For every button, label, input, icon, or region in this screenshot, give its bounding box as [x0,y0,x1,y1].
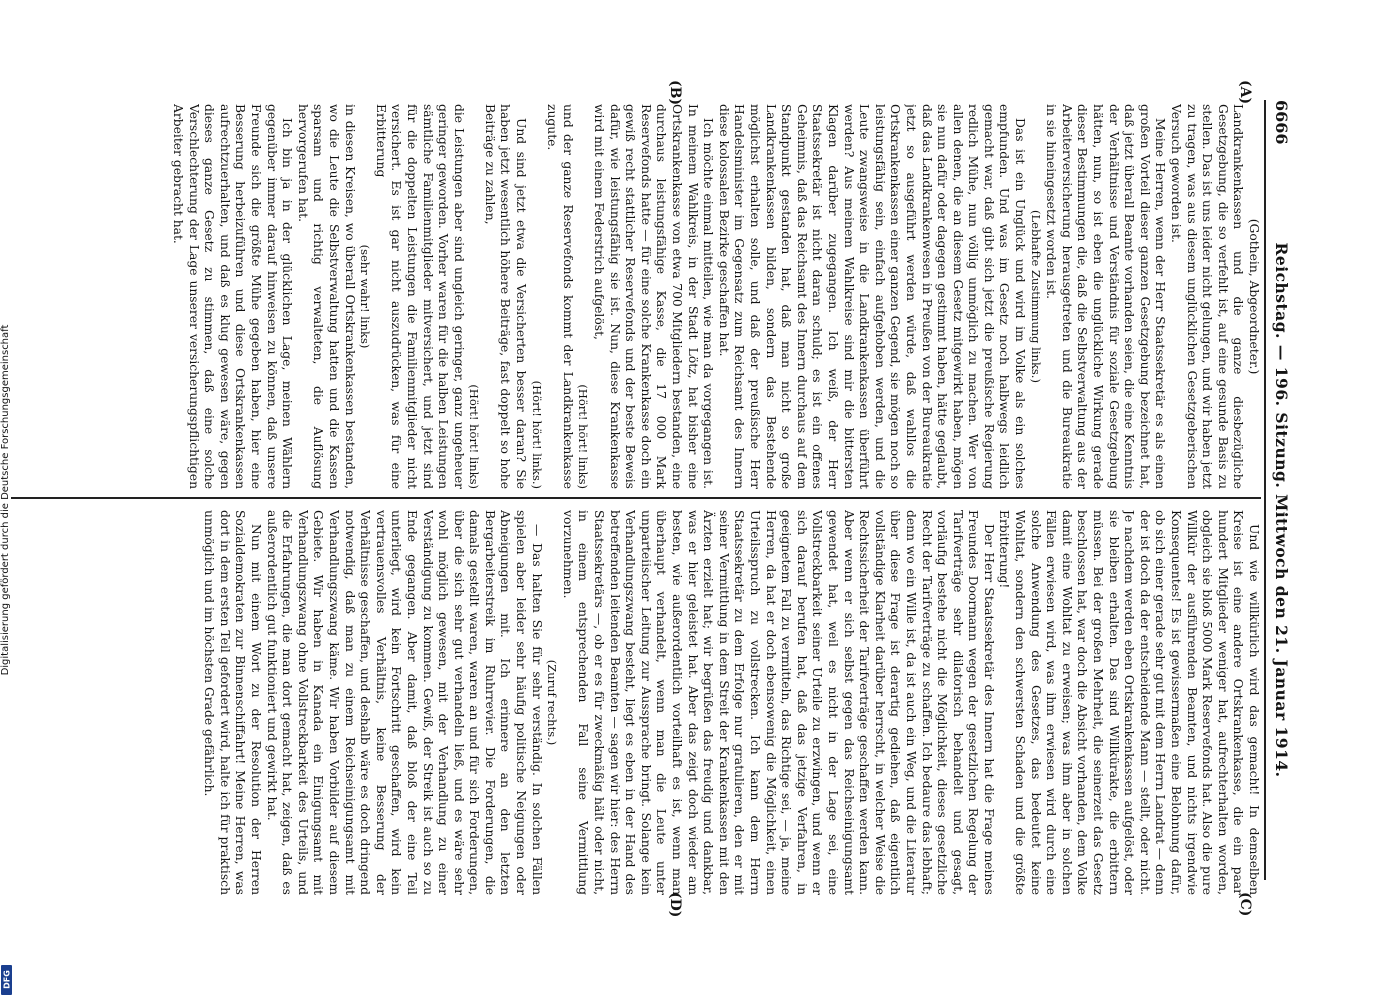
margin-marker-c: (C) [1237,892,1253,917]
paragraph: Und sind jetzt etwa die Versicherten besser daran? Sie haben jetzt wesentlich höhere Beiträge, fast doppelt so hohe Beiträge zu zahlen, [482,104,529,489]
paragraph: Landkrankenkassen und die ganze diesbezügliche Gesetzgebung, die so verfehlt ist, auf eine gesunde Basis zu stellen. Das ist uns leider nicht gelungen, und wir haben jetzt zu tragen, was aus diesem unglücklichen Gesetzgeberischen Versuch geworden ist. [1169,104,1246,489]
margin-marker-b: (B) [667,80,683,106]
paragraph: und der ganze Reservefonds kommt der Landkrankenkasse zugute. [545,104,575,489]
paragraph: — Das halten Sie für sehr verständig. In solchen Fällen spielen aber leider sehr häufig politische Neigungen oder Abneigungen mit. Ich erinnere an den letzten Bergarbeiterstreik im Ruhrrevier. Die Forderungen, die damals gestellt waren, waren an und für sich Forderungen, über die sich sehr gut verhandeln ließ, und es wäre sehr wohl möglich gewesen, mit der Verhandlung zu einer Verständigung zu kommen. Gewiß, der Streik ist auch so zu Ende gegangen. Aber damit, daß bloß der eine Teil unterliegt, wird kein Fortschritt geschaffen, wird kein vertrauensvolles Verhältnis, keine Besserung der Verhältnisse geschaffen, und deshalb wäre es doch dringend notwendig, daß man zu einem Reichseinigungsamt mit Verhandlungszwang käme. Wir haben Vorbilder auf diesem Gebiete. Wir haben in Kanada ein Einigungsamt mit Verhandlungszwang ohne Vollstreckbarkeit des Urteils, und die Erfahrungen, die man dort gemacht hat, zeigen, daß es außerordentlich gut funktioniert und gewirkt hat. [264,510,544,895]
interjection: (Hört! hört! links) [467,384,482,489]
paragraph: in diesen Kreisen, wo überall Ortskrankenkassen bestanden, wo die Leute die Selbstverwaltung hatten und die Kassen sparsam und richtig verwalteten, die Auflösung hervorgerufen hat. [295,104,357,489]
header-rule [1264,100,1266,880]
right-column [11,510,1261,895]
speaker-line: (Gothein, Abgeordneter.) [1247,218,1261,375]
paragraph: Das ist ein Unglück und wird im Volke als ein solches empfunden. Und was im Gesetz noch halbwegs leidlich gemacht war, daß gibt sich jetzt die preußische Regierung redlich Mühe, nun völlig unmöglich zu machen. Wer von allen denen, die an diesem Gesetz mitgewirkt haben, mögen sie nun dafür oder dagegen gestimmt haben, hätte geglaubt, daß das Landkrankenwesen in Preußen von der Bureaukratie jetzt so ausgeführt werden würde, daß wahllos die Ortskrankenkassen einer ganzen Gegend, sie mögen noch so leistungsfähig sein, einfach aufgehoben werden, und die Leute zwangsweise in die Landkrankenkassen überführt werden? Aus meinem Wahlkreise sind mir die bittersten Klagen darüber zugegangen. Ich weiß, der Herr Staatssekretär ist nicht daran schuld; es ist ein offenes Geheimnis, daß das Reichsamt des Innern durchaus auf dem Standpunkt gestanden hat, daß man nicht so große Landkrankenkassen bilden, sondern das Bestehende möglichst erhalten solle, und daß der preußische Herr Handelsminister im Gegensatz zum Reichsamt des Innern diese kolossalen Bezirke geschaffen hat. [716,104,1028,489]
column-rule [11,497,1261,499]
margin-marker-d: (D) [667,892,683,918]
interjection: (sehr wahr! links) [358,244,373,349]
page-header-title: Reichstag. — 196. Sitzung. Mittwoch den 21. Januar 1914. [1272,242,1292,778]
digitization-credit-text: Digitalisierung gefördert durch die Deutsche Forschungsgemeinschaft [0,324,11,676]
interjection: (Zuruf rechts.) [545,659,560,746]
interjection: (Lebhafte Zustimmung links.) [1028,210,1043,383]
paragraph: die Leistungen aber sind ungleich geringer, ganz ungeheuer geringer geworden. Vorher waren für die halben Leistungen sämtliche Familienmitglieder mitversichert, und jetzt sind für die doppelten Leistungen die Familienmitglieder nicht versichert. Es ist gar nicht auszudrücken, was für eine Erbitterung [373,104,466,489]
interjection: (Hört! hört! links.) [529,380,544,489]
paragraph: Ich bin ja in der glücklichen Lage, meinen Wählern gegenüber immer darauf hinweisen zu können, daß unsere Freunde sich die größte Mühe gegeben haben, hier eine Besserung herbeizuführen und diese Ortskrankenkassen aufrechtzuerhalten, und daß es klug gewesen wäre, gegen dieses ganze Gesetz zu stimmen, daß eine solche Verschlechterung der Lage unserer versicherungspflichtigen Arbeiter gebracht hat. [171,104,295,489]
paragraph: Nun mit einem Wort zu der Resolution der Herren Sozialdemokraten zur Binnenschiffahrt! Meine Herren, was dort in dem ersten Teil gefordert wird, halte ich für praktisch unmöglich und im höchsten Grade gefährlich. [202,510,263,895]
interjection: (Hört! hört! links) [576,384,591,489]
paragraph: Meine Herren, wenn der Herr Staatssekretär es als einen großen Vorteil dieser ganzen Gesetzgebung bezeichnet hat, daß jetzt überall Beamte vorhanden seien, die eine Kenntnis der Verhältnisse und Verständnis für soziale Gesetzgebung hätten, nun, so ist eben die unglückliche Wirkung gerade dieser Bestimmungen die, daß die Selbstverwaltung aus der Arbeiterversicherung herausgetreten und die Bureaukratie in sie hineingesetzt worden ist. [1044,104,1168,489]
margin-marker-a: (A) [1237,80,1253,105]
page-number: 6666 [1272,100,1292,145]
left-column [11,104,1261,489]
paragraph: Und wie willkürlich wird das gemacht! In demselben Kreise ist eine andere Ortskrankenkasse, die ein paar hundert Mitglieder weniger hat, aufrechterhalten worden, obgleich sie bloß 5000 Mark Reservefonds hat. Also die pure Willkür der ausführenden Beamten, und nichts irgendwie Konsequentes! Es ist gewissermaßen eine Belohnung dafür, ob sich einer gerade sehr gut mit dem Herrn Landrat — denn der ist doch da der entscheidende Mann — stellt, oder nicht. Je nachdem werden eben Ortskrankenkassen aufgelöst, oder sie bleiben erhalten. Das sind Willkürakte, die erbittern müssen. Bei der großen Mehrheit, die seinerzeit das Gesetz beschlossen hat, war doch die Absicht vorhanden, dem Volke damit eine Wohltat zu erweisen; was ihm aber in solchen Fällen erwiesen wird, was ihm erwiesen wird durch eine solche Anwendung des Gesetzes, das bedeutet keine Wohltat, sondern den schwersten Schaden und die größte Erbitterung! [997,510,1261,895]
dfg-logo-text: DFG [2,970,12,989]
scanned-page [3,0,1303,1000]
paragraph: Der Herr Staatssekretär des Innern hat die Frage meines Freundes Doormann wegen der gesetzlichen Regelung der Tarifverträge sehr dilatorisch behandelt und gesagt, vorläufig bestehe nicht die Möglichkeit, dieses gesetzliche Recht der Tarifverträge zu schaffen. Ich bedaure das lebhaft; denn wo ein Wille ist, da ist auch ein Weg, und die Literatur über diese Frage ist derartig gediehen, daß eigentlich vollständige Klarheit darüber herrscht, in welcher Weise die Rechtssicherheit der Tarifverträge geschaffen werden kann. Aber wenn er sich selbst gegen das Reichseinigungsamt gewendet hat, weil es nicht in der Lage sei, eine Vollstreckbarkeit seiner Urteile zu erzwingen, und wenn er sich darauf berufen hat, daß das jetzige Verfahren, in geeignetem Fall zu vermitteln, das Richtige sei, — ja, meine Herren, da hat er doch ebensowenig die Möglichkeit, einen Urteilsspruch zu vollstrecken. Ich kann dem Herrn Staatssekretär zu dem Erfolge nur gratulieren, den er mit seiner Vermittlung in dem Streit der Krankenkassen mit den Ärzten erzielt hat; wir begrüßen das freudig und dankbar, was er hier geleistet hat. Aber das zeigt doch wieder am besten, wie außerordentlich vorteilhaft es ist, wenn man überhaupt verhandelt, wenn man die Leute unter unparteiischer Leitung zur Aussprache bringt. Solange kein Verhandlungszwang besteht, liegt es eben in der Hand des betreffenden leitenden Beamten — sagen wir hier: des Herrn Staatssekretärs —, ob er es für zweckmäßig hält oder nicht, in einem entsprechenden Fall seine Vermittlung vorzunehmen. [560,510,996,895]
paragraph: Ich möchte einmal mitteilen, wie man da vorgegangen ist. In meinem Wahlkreis, in der Stadt Lötz, hat bisher eine Ortskrankenkasse von etwa 700 Mitgliedern bestanden, eine durchaus leistungsfähige Kasse, die 17 000 Mark Reservefonds hatte — für eine solche Krankenkasse doch ein gewiß recht stattlicher Reservefonds und der beste Beweis dafür, wie leistungsfähig sie ist. Nun, diese Krankenkasse wird mit einem Federstrich aufgelöst, [592,104,716,489]
running-head [1267,100,1297,880]
